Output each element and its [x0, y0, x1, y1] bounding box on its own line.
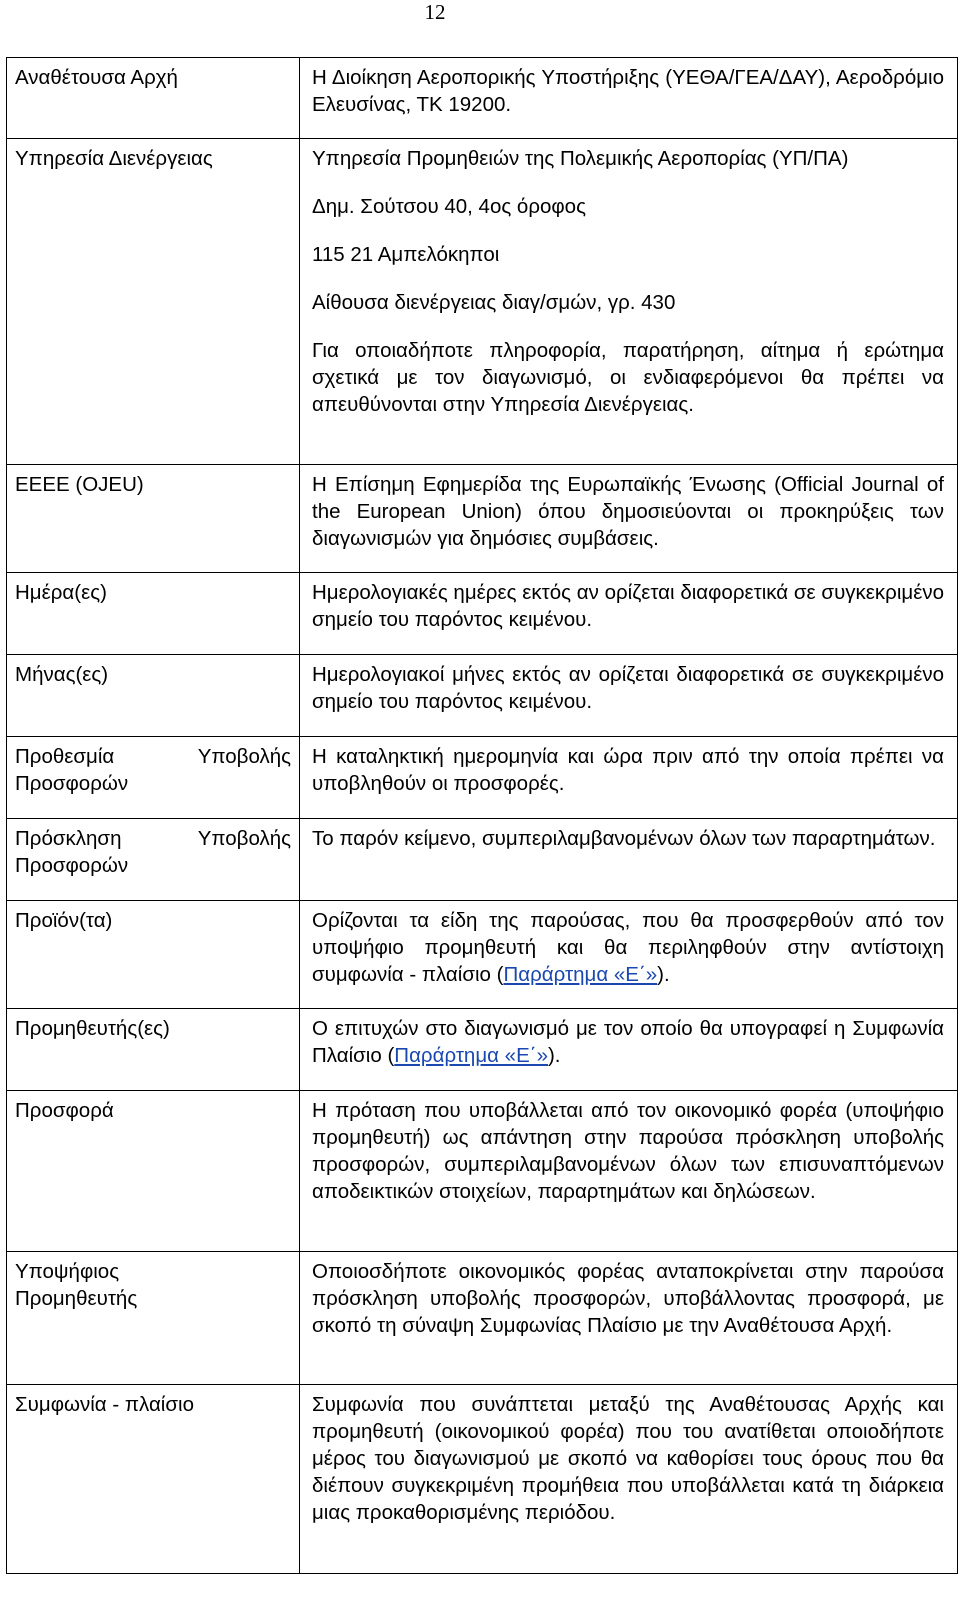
table-row	[7, 1252, 958, 1385]
term-second-line: Προσφορών	[15, 854, 129, 877]
term-first-line	[15, 825, 291, 852]
definition-cell	[300, 737, 958, 819]
definition-note: Για οποιαδήποτε πληροφορία, παρατήρηση, αίτημα ή ερώτημα σχετικά με τον διαγωνισμό, οι ενδιαφερόμενοι θα πρέπει να απευθύνονται στην Υπηρεσία Διενέργειας.	[312, 339, 944, 416]
definition-cell	[300, 655, 958, 737]
definition-cell	[300, 465, 958, 573]
table-row	[7, 819, 958, 901]
term-cell: Υπηρεσία Διενέργειας	[7, 139, 300, 465]
definition-cell	[300, 1091, 958, 1252]
term-cell: Προσφορά	[7, 1091, 300, 1252]
annex-e-link[interactable]: Παράρτημα «Ε΄»	[503, 963, 658, 986]
definition-text: Η πρόταση που υποβάλλεται από τον οικονομικό φορέα (υποψήφιο προμηθευτή) ως απάντηση στην παρούσα πρόσκληση υποβολής προσφορών, συμπεριλαμβανομένων όλων των επισυναπτόμενων αποδεικτικών στοιχείων, παραρτημάτων και δηλώσεων.	[312, 1099, 944, 1203]
table-row	[7, 58, 958, 139]
definition-text	[312, 1015, 944, 1069]
table-row	[7, 1091, 958, 1252]
term-cell: Αναθέτουσα Αρχή	[7, 58, 300, 139]
definition-cell	[300, 139, 958, 465]
definition-text	[312, 907, 944, 988]
definitions-table	[6, 57, 958, 1574]
table-row	[7, 901, 958, 1009]
term-cell: ΕΕΕΕ (OJEU)	[7, 465, 300, 573]
definition-text: Η Επίσημη Εφημερίδα της Ευρωπαϊκής Ένωσης (Official Journal of the European Union) όπου δημοσιεύονται οι προκηρύξεις των διαγωνισμών για δημόσιες συμβάσεις.	[312, 473, 944, 550]
definition-text: Ημερολογιακές ημέρες εκτός αν ορίζεται διαφορετικά σε συγκεκριμένο σημείο του παρόντος κειμένου.	[312, 581, 944, 631]
definition-text-start: Ορίζονται τα είδη της παρούσας, που θα προσφερθούν από τον υποψήφιο προμηθευτή και θα περιληφθούν στην αντίστοιχη συμφωνία - πλαίσιο (	[312, 909, 944, 986]
term-cell: Ημέρα(ες)	[7, 573, 300, 655]
table-row	[7, 1385, 958, 1574]
definition-text: Συμφωνία που συνάπτεται μεταξύ της Αναθέτουσας Αρχής και προμηθευτή (οικονομικού φορέα) που του ανατίθεται οποιοδήποτε μέρος του διαγωνισμού με σκοπό να καθορίσει τους όρους που θα διέπουν συγκεκριμένη προμήθεια που υποβάλλεται κατά τη διάρκεια μιας προκαθορισμένης περιόδου.	[312, 1393, 944, 1524]
term-second-line: Προσφορών	[15, 772, 129, 795]
term-word: Υποβολής	[197, 827, 291, 850]
table-row	[7, 1009, 958, 1091]
room-line: Αίθουσα διενέργειας διαγ/σμών, γρ. 430	[312, 291, 676, 314]
table-row	[7, 737, 958, 819]
page-number: 12	[424, 0, 446, 24]
table-row	[7, 573, 958, 655]
term-cell: Μήνας(ες)	[7, 655, 300, 737]
definition-cell	[300, 819, 958, 901]
definition-text: Οποιοσδήποτε οικονομικός φορέας ανταποκρίνεται στην παρούσα πρόσκληση υποβολής προσφορών, υποβάλλοντας προσφορά, με σκοπό τη σύναψη Συμφωνίας Πλαίσιο με την Αναθέτουσα Αρχή.	[312, 1260, 944, 1337]
term-second-line: Προμηθευτής	[15, 1287, 138, 1310]
definition-text-end: ).	[657, 963, 670, 986]
postcode-line: 115 21 Αμπελόκηποι	[312, 243, 500, 266]
definition-text-start: Ο επιτυχών στο διαγωνισμό με τον οποίο θα υπογραφεί η Συμφωνία Πλαίσιο (	[312, 1017, 944, 1067]
annex-e-link[interactable]: Παράρτημα «Ε΄»	[394, 1044, 548, 1067]
term-cell: Προϊόν(τα)	[7, 901, 300, 1009]
term-word: Υποβολής	[197, 745, 291, 768]
address-line: Δημ. Σούτσου 40, 4ος όροφος	[312, 195, 586, 218]
table-row	[7, 139, 958, 465]
definition-text: Η Διοίκηση Αεροπορικής Υποστήριξης (ΥΕΘΑ/ΓΕΑ/ΔΑΥ), Αεροδρόμιο Ελευσίνας, ΤΚ 19200.	[312, 66, 944, 116]
term-word: Πρόσκληση	[15, 827, 122, 850]
term-cell	[7, 1252, 300, 1385]
definition-cell	[300, 58, 958, 139]
definition-text: Το παρόν κείμενο, συμπεριλαμβανομένων όλων των παραρτημάτων.	[312, 827, 936, 850]
term-cell: Προμηθευτής(ες)	[7, 1009, 300, 1091]
term-cell: Συμφωνία - πλαίσιο	[7, 1385, 300, 1574]
term-cell	[7, 737, 300, 819]
definition-cell	[300, 1385, 958, 1574]
definition-cell	[300, 1009, 958, 1091]
definition-text-end: ).	[547, 1044, 561, 1067]
table-row	[7, 655, 958, 737]
definition-text: Η καταληκτική ημερομηνία και ώρα πριν από την οποία πρέπει να υποβληθούν οι προσφορές.	[312, 745, 944, 795]
definition-cell	[300, 573, 958, 655]
term-word: Προθεσμία	[15, 745, 115, 768]
term-first-line	[15, 743, 291, 770]
table-row	[7, 465, 958, 573]
definition-cell	[300, 901, 958, 1009]
definition-text: Υπηρεσία Προμηθειών της Πολεμικής Αεροπορίας (ΥΠ/ΠΑ)	[312, 147, 849, 170]
term-cell	[7, 819, 300, 901]
definition-cell	[300, 1252, 958, 1385]
term-first-line: Υποψήφιος	[15, 1260, 120, 1283]
definition-text: Ημερολογιακοί μήνες εκτός αν ορίζεται διαφορετικά σε συγκεκριμένο σημείο του παρόντος κειμένου.	[312, 663, 944, 713]
